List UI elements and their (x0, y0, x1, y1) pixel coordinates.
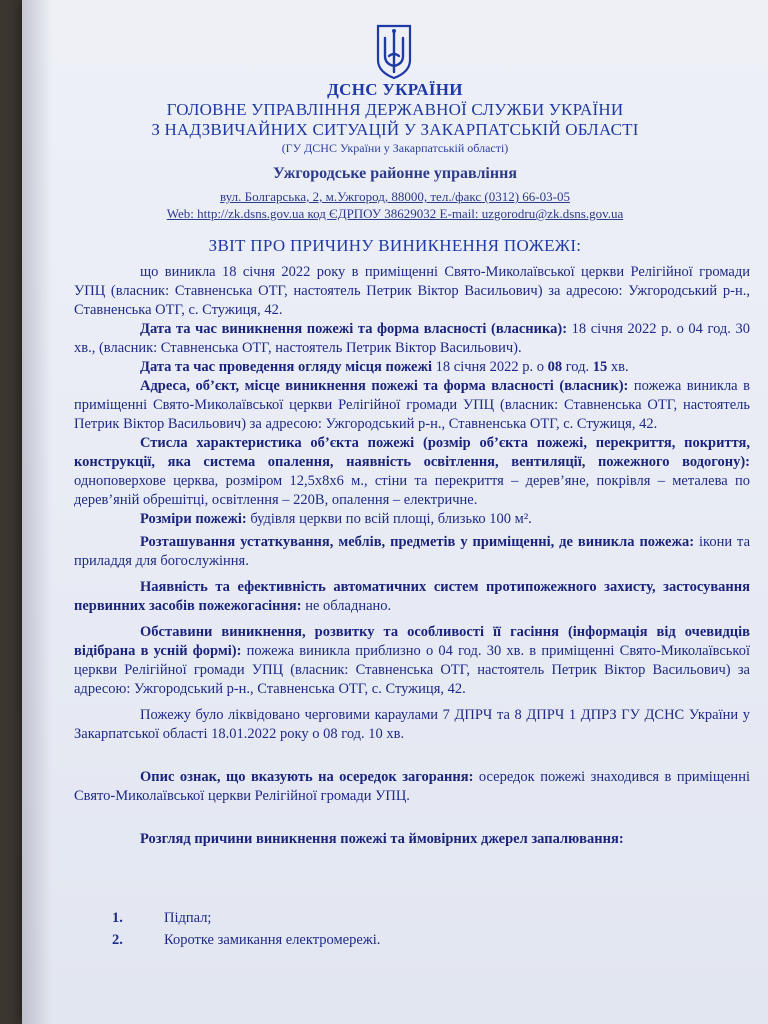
fire-protection-label: Наявність та ефективність автоматичних систем протипожежного захисту, застосування первинних засобів пожежогасіння: (74, 579, 750, 614)
report-body (74, 263, 750, 849)
equipment-location-text: ікони та приладдя для богослужіння. (74, 534, 750, 569)
org-name-line2: З НАДЗВИЧАЙНИХ СИТУАЦІЙ У ЗАКАРПАТСЬКІЙ ОБЛАСТІ (151, 120, 639, 139)
cause-text: Коротке замикання електромережі. (164, 932, 381, 948)
object-characteristics-label: Стисла характеристика об’єкта пожежі (розмір об’єкта пожежі, перекриття, покриття, конструкції, яка система опалення, наявність освітлення, вентиляції, пожежного водогону): (74, 435, 750, 470)
ignition-causes-label: Розгляд причини виникнення пожежі та ймовірних джерел запалювання: (140, 831, 624, 847)
fire-size-text: будівля церкви по всій площі, близько 100 м². (246, 511, 532, 527)
object-characteristics-text: одноповерхове церква, розміром 12,5х8х6 м., стіни та перекриття – дерев’яне, покрівля – металева по дерев’яній обрешітці, освітлення – 220В, опалення – електричне. (74, 473, 750, 508)
inspection-datetime-label: Дата та час проведення огляду місця пожежі (140, 359, 433, 375)
liquidation-paragraph: Пожежу було ліквідовано черговими караулами 7 ДПРЧ та 8 ДПРЧ 1 ДПРЗ ГУ ДСНС України у Закарпатської області 18.01.2022 року о 08 год. 10 хв. (74, 707, 750, 742)
cause-list-item (112, 910, 211, 927)
cause-list-item (112, 932, 380, 949)
fire-protection-text: не обладнано. (301, 598, 392, 614)
fire-protection-paragraph (74, 578, 750, 616)
address-object-text: пожежа виникла в приміщенні Свято-Миколаївської церкви Релігійної громади УПЦ (власник: Ставненська ОТГ, настоятель Петрик Віктор Васильович) за адресою: Ужгородський р-н., Ставненська ОТГ, с. Стужиця, 42. (74, 378, 750, 432)
fire-origin-text: осередок пожежі знаходився в приміщенні Свято-Миколаївської церкви Релігійної громади УПЦ. (74, 769, 750, 804)
inspection-hour-unit: год. (562, 359, 593, 375)
equipment-location-paragraph (74, 533, 750, 571)
equipment-location-label: Розташування устаткування, меблів, предметів у приміщенні, де виникла пожежа: (140, 534, 695, 550)
inspection-date-text: 18 січня 2022 р. о (432, 359, 548, 375)
fire-origin-label: Опис ознак, що вказують на осередок загорання: (140, 769, 474, 785)
address-object-paragraph (74, 377, 750, 434)
cause-text: Підпал; (164, 910, 212, 926)
fire-datetime-text: 18 січня 2022 р. о 04 год. 30 хв., (власник: Ставненська ОТГ, настоятель Петрик Віктор Васильович). (74, 321, 750, 356)
circumstances-label: Обставини виникнення, розвитку та особливості її гасіння (інформація від очевидців відібрана в усній формі): (74, 624, 750, 659)
fire-size-paragraph (74, 510, 750, 529)
fire-datetime-paragraph (74, 320, 750, 358)
object-characteristics-paragraph (74, 434, 750, 510)
address-line: вул. Болгарська, 2, м.Ужгород, 88000, тел./факс (0312) 66-03-05 (220, 189, 570, 204)
document-page (22, 0, 768, 1024)
web-email-line: Web: http://zk.dsns.gov.ua код ЄДРПОУ 38629032 E-mail: uzgorodru@zk.dsns.gov.ua (166, 206, 624, 221)
circumstances-paragraph (74, 623, 750, 699)
inspection-hour: 08 (547, 359, 563, 375)
address-object-label: Адреса, об’єкт, місце виникнення пожежі та форма власності (власник): (140, 378, 629, 394)
org-short-name: ДСНС УКРАЇНИ (327, 80, 463, 99)
fire-datetime-label: Дата та час виникнення пожежі та форма власності (власника): (140, 321, 568, 337)
inspection-minute-unit: хв. (607, 359, 629, 375)
org-name-line1: ГОЛОВНЕ УПРАВЛІННЯ ДЕРЖАВНОЇ СЛУЖБИ УКРАЇНИ (166, 100, 624, 119)
report-title: ЗВІТ ПРО ПРИЧИНУ ВИНИКНЕННЯ ПОЖЕЖІ: (208, 236, 582, 255)
fire-size-label: Розміри пожежі: (140, 511, 247, 527)
org-abbreviation: (ГУ ДСНС України у Закарпатській області) (281, 141, 509, 155)
division-name: Ужгородське районне управління (273, 165, 517, 182)
cause-number: 1. (112, 910, 123, 926)
fire-origin-paragraph (74, 768, 750, 806)
intro-paragraph: що виникла 18 січня 2022 року в приміщенні Свято-Миколаївської церкви Релігійної громади УПЦ (власник: Ставненська ОТГ, настоятель Петрик Віктор Васильович) за адресою: Ужгородський р-н., Ставненська ОТГ, с. Стужиця, 42. (74, 264, 750, 318)
trident-coat-of-arms-icon (374, 22, 414, 80)
inspection-minute: 15 (592, 359, 608, 375)
circumstances-text: пожежа виникла приблизно о 04 год. 30 хв. в приміщенні Свято-Миколаївської церкви Релігійної громади УПЦ (власник: Ставненська ОТГ, настоятель Петрик Віктор Васильович) за адресою: Ужгородський р-н., Ставненська ОТГ, с. Стужиця, 42. (74, 643, 750, 697)
cause-number: 2. (112, 932, 123, 948)
ignition-causes-heading (74, 830, 750, 849)
inspection-datetime-paragraph (74, 358, 750, 377)
